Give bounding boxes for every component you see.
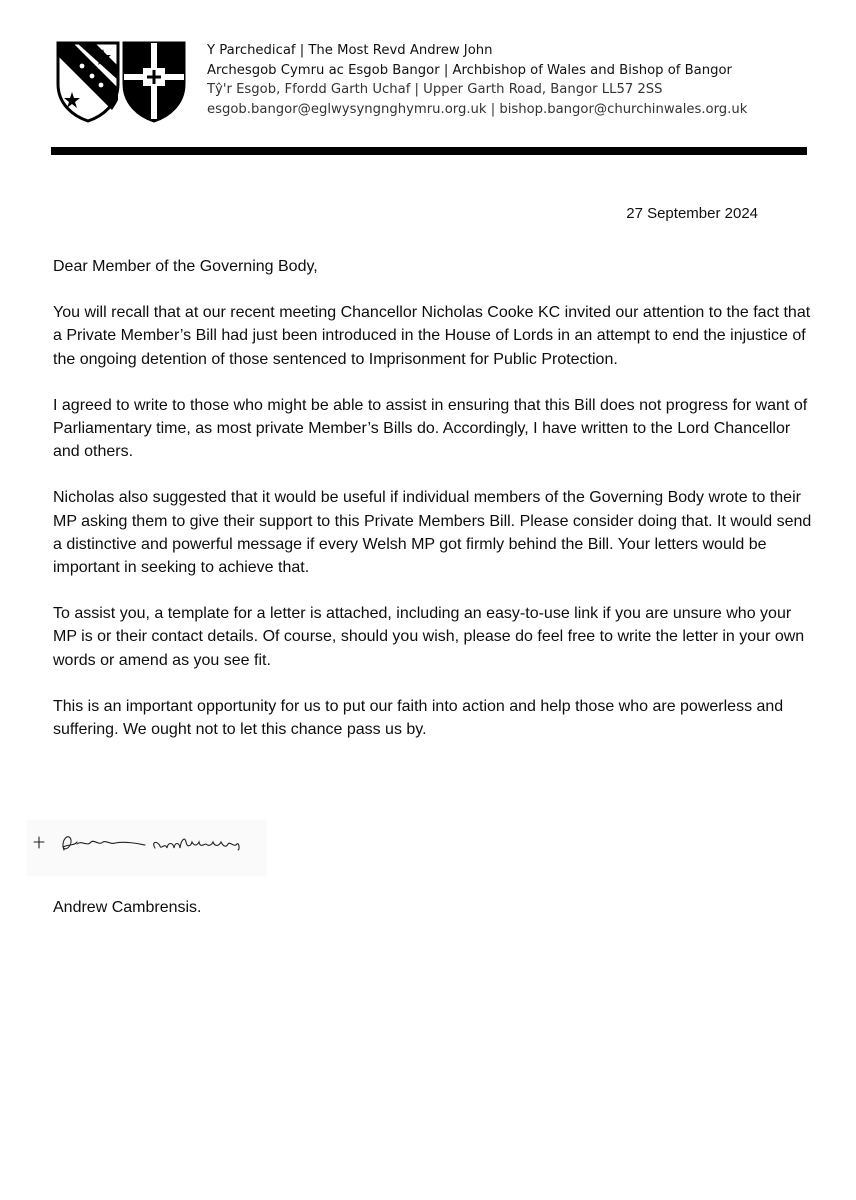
body-paragraph-3: Nicholas also suggested that it would be useful if individual members of the Governing Body wrote to their MP asking them to give their support to this Private Members Bill. Please consider doing that. It would send a distinctive and powerful message if every Welsh MP got firmly behind the Bill. Your letters would be important in seeking to achieve that. [53, 489, 812, 577]
letter-date: 27 September 2024 [626, 205, 758, 222]
sender-address: Tŷ'r Esgob, Ffordd Garth Uchaf | Upper Garth Road, Bangor LL57 2SS [207, 82, 663, 97]
body-paragraph-2: I agreed to write to those who might be able to assist in ensuring that this Bill does not progress for want of Parliamentary time, as most private Member’s Bills do. Accordingly, I have written to the Lord Chancellor and others. [53, 396, 808, 461]
body-paragraph-5: This is an important opportunity for us to put our faith into action and help those who are powerless and suffering. We ought not to let this chance pass us by. [53, 697, 784, 739]
bangor-shield-icon [58, 43, 118, 121]
sender-role: Archesgob Cymru ac Esgob Bangor | Archbishop of Wales and Bishop of Bangor [207, 62, 732, 78]
body-paragraph-1: You will recall that at our recent meeting Chancellor Nicholas Cooke KC invited our attention to the fact that a Private Member’s Bill had just been introduced in the House of Lords in an attempt to end the injustice of the ongoing detention of those sentenced to Imprisonment for Public Protection. [53, 304, 811, 368]
letter-body [53, 255, 813, 764]
handwritten-signature [27, 820, 267, 876]
church-in-wales-shield-icon [124, 43, 184, 121]
sender-emails[interactable]: esgob.bangor@eglwysyngnghymru.org.uk | bishop.bangor@churchinwales.org.uk [207, 101, 748, 117]
letterhead [207, 41, 747, 119]
header-rule [51, 147, 807, 155]
salutation: Dear Member of the Governing Body, [53, 258, 318, 275]
diocese-arms-logo [55, 40, 187, 124]
body-paragraph-4: To assist you, a template for a letter is attached, including an easy-to-use link if you are unsure who your MP is or their contact details. Of course, should you wish, please do feel free to write the letter in your own words or amend as you see fit. [53, 605, 805, 669]
signoff-name: Andrew Cambrensis. [53, 899, 202, 916]
sender-title: Y Parchedicaf | The Most Revd Andrew John [207, 43, 493, 58]
